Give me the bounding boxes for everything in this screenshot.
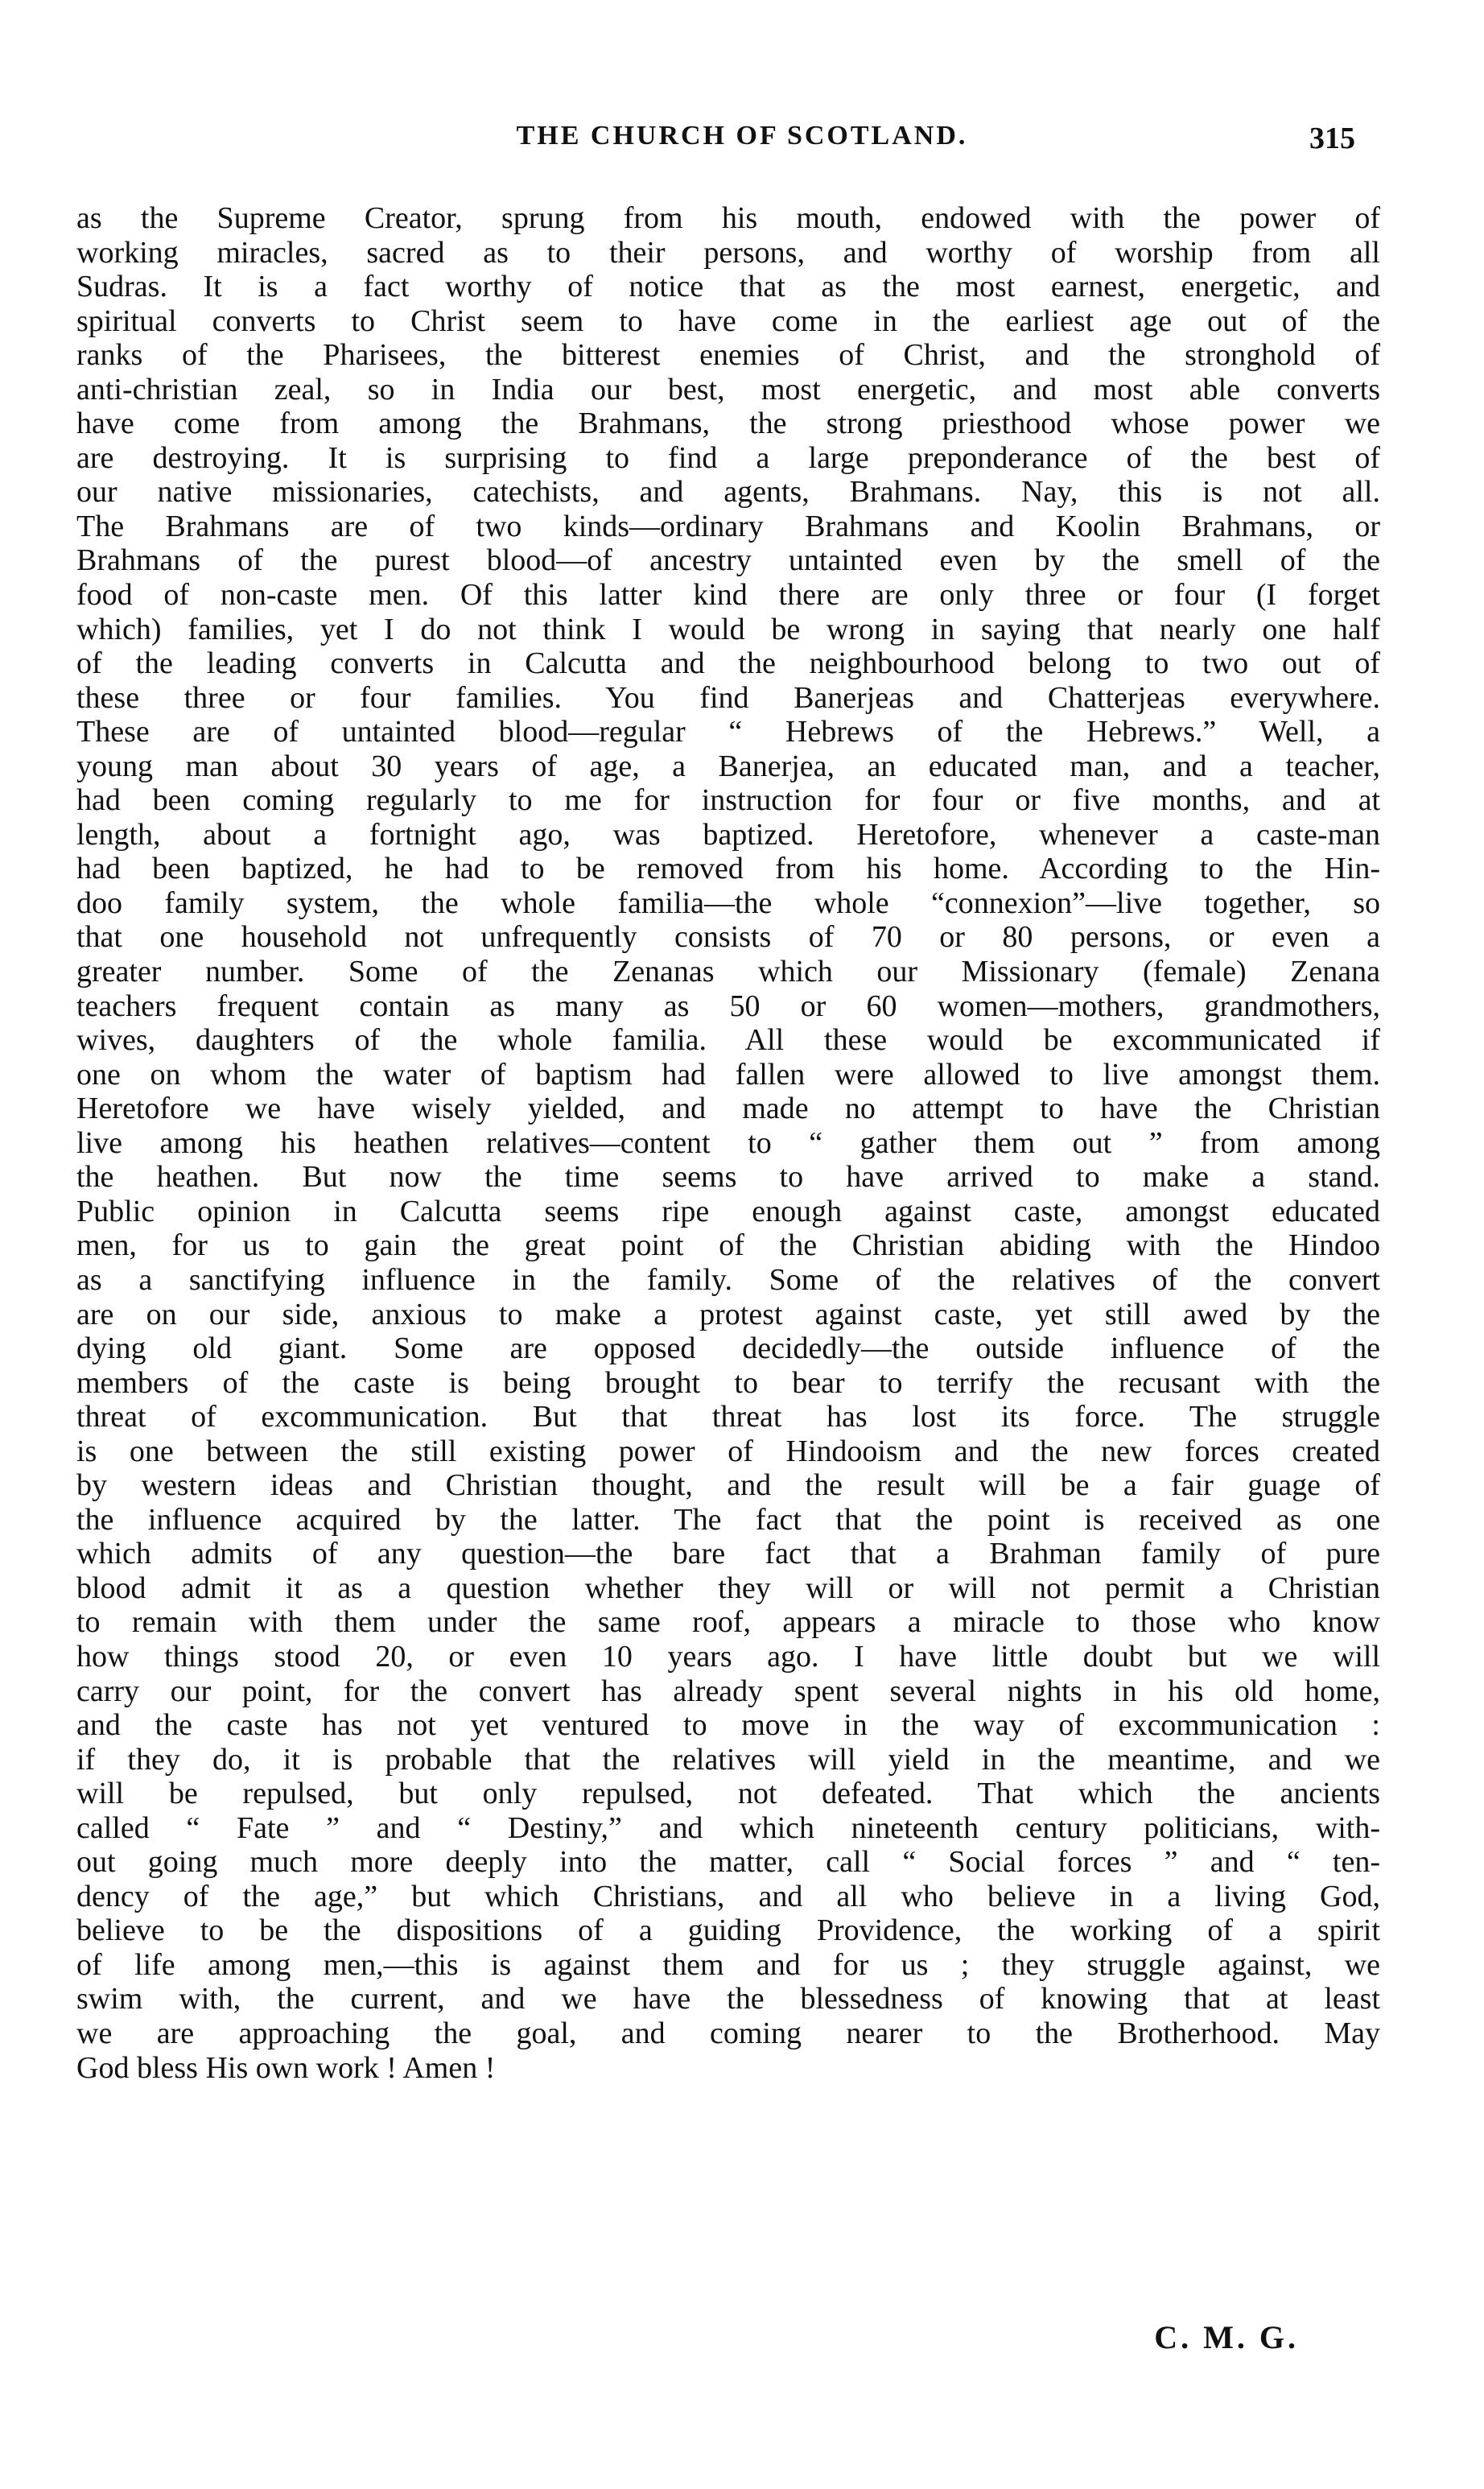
text-line: is one between the still existing power of Hindooism and the new forces created — [76, 1434, 1380, 1468]
body-text — [76, 201, 1380, 2085]
text-line: as the Supreme Creator, sprung from his mouth, endowed with the power of — [76, 201, 1380, 235]
text-line: which admits of any question—the bare fact that a Brahman family of pure — [76, 1537, 1380, 1571]
text-line: how things stood 20, or even 10 years ago. I have little doubt but we will — [76, 1639, 1380, 1674]
text-line: food of non-caste men. Of this latter kind there are only three or four (I forget — [76, 578, 1380, 613]
text-line: of life among men,—this is against them and for us ; they struggle against, we — [76, 1947, 1380, 1982]
text-line: we are approaching the goal, and coming nearer to the Brotherhood. May — [76, 2016, 1380, 2050]
text-line: live among his heathen relatives—content to “ gather them out ” from among — [76, 1125, 1380, 1160]
text-line: the influence acquired by the latter. The fact that the point is received as one — [76, 1502, 1380, 1537]
text-line: swim with, the current, and we have the blessedness of knowing that at least — [76, 1982, 1380, 2016]
text-line: had been coming regularly to me for instruction for four or five months, and at — [76, 783, 1380, 818]
text-line: doo family system, the whole familia—the whole “connexion”—live together, so — [76, 885, 1380, 920]
text-line: carry our point, for the convert has already spent several nights in his old home, — [76, 1674, 1380, 1708]
text-line: by western ideas and Christian thought, and the result will be a fair guage of — [76, 1468, 1380, 1503]
running-title: THE CHURCH OF SCOTLAND. — [516, 121, 968, 151]
text-line: God bless His own work ! Amen ! — [76, 2050, 496, 2085]
text-line: our native missionaries, catechists, and agents, Brahmans. Nay, this is not all. — [76, 475, 1380, 510]
text-line: Public opinion in Calcutta seems ripe enough against caste, amongst educated — [76, 1194, 1380, 1228]
text-line: as a sanctifying influence in the family. Some of the relatives of the convert — [76, 1262, 1380, 1297]
text-line: blood admit it as a question whether they will or will not permit a Christian — [76, 1571, 1380, 1605]
text-line: men, for us to gain the great point of the Christian abiding with the Hindoo — [76, 1228, 1380, 1263]
text-line: wives, daughters of the whole familia. All these would be excommunicated if — [76, 1023, 1380, 1058]
text-line: spiritual converts to Christ seem to have come in the earliest age out of the — [76, 303, 1380, 338]
text-line: working miracles, sacred as to their persons, and worthy of worship from all — [76, 235, 1380, 270]
text-line: are destroying. It is surprising to find a large preponderance of the best of — [76, 440, 1380, 475]
text-line: greater number. Some of the Zenanas which our Missionary (female) Zenana — [76, 955, 1380, 989]
text-line: Sudras. It is a fact worthy of notice that as the most earnest, energetic, and — [76, 270, 1380, 304]
text-line: will be repulsed, but only repulsed, not defeated. That which the ancients — [76, 1777, 1380, 1811]
text-line: of the leading converts in Calcutta and the neighbourhood belong to two out of — [76, 646, 1380, 681]
running-head — [32, 121, 1452, 169]
text-line: members of the caste is being brought to bear to terrify the recusant with the — [76, 1365, 1380, 1400]
text-line: these three or four families. You find Banerjeas and Chatterjeas everywhere. — [76, 680, 1380, 715]
text-line: are on our side, anxious to make a protest against caste, yet still awed by the — [76, 1297, 1380, 1331]
text-line: that one household not unfrequently consists of 70 or 80 persons, or even a — [76, 920, 1380, 955]
text-line: These are of untainted blood—regular “ Hebrews of the Hebrews.” Well, a — [76, 715, 1380, 749]
page-number: 315 — [1309, 122, 1355, 155]
text-line: if they do, it is probable that the relatives will yield in the meantime, and we — [76, 1742, 1380, 1777]
text-line: teachers frequent contain as many as 50 or 60 women—mothers, grandmothers, — [76, 989, 1380, 1023]
text-line: threat of excommunication. But that threat has lost its force. The struggle — [76, 1400, 1380, 1434]
text-line: young man about 30 years of age, a Banerjea, an educated man, and a teacher, — [76, 749, 1380, 783]
text-line: the heathen. But now the time seems to have arrived to make a stand. — [76, 1160, 1380, 1195]
text-line: and the caste has not yet ventured to move in the way of excommunication : — [76, 1708, 1380, 1743]
text-line: length, about a fortnight ago, was baptized. Heretofore, whenever a caste-man — [76, 817, 1380, 852]
text-line: one on whom the water of baptism had fallen were allowed to live amongst them. — [76, 1057, 1380, 1092]
signature: C. M. G. — [1154, 2319, 1299, 2355]
text-line: have come from among the Brahmans, the strong priesthood whose power we — [76, 407, 1380, 441]
text-line: anti-christian zeal, so in India our best, most energetic, and most able converts — [76, 372, 1380, 407]
text-line: called “ Fate ” and “ Destiny,” and which nineteenth century politicians, with- — [76, 1810, 1380, 1845]
text-line: dying old giant. Some are opposed decidedly—the outside influence of the — [76, 1331, 1380, 1366]
text-line: which) families, yet I do not think I would be wrong in saying that nearly one half — [76, 612, 1380, 646]
text-line: The Brahmans are of two kinds—ordinary Brahmans and Koolin Brahmans, or — [76, 509, 1380, 543]
text-line: believe to be the dispositions of a guiding Providence, the working of a spirit — [76, 1913, 1380, 1948]
text-line: Heretofore we have wisely yielded, and made no attempt to have the Christian — [76, 1092, 1380, 1126]
text-line: Brahmans of the purest blood—of ancestry untainted even by the smell of the — [76, 543, 1380, 578]
text-line: ranks of the Pharisees, the bitterest enemies of Christ, and the stronghold of — [76, 338, 1380, 373]
text-line: had been baptized, he had to be removed from his home. According to the Hin- — [76, 852, 1380, 886]
text-line: to remain with them under the same roof, appears a miracle to those who know — [76, 1605, 1380, 1640]
text-line: out going much more deeply into the matter, call “ Social forces ” and “ ten- — [76, 1845, 1380, 1880]
text-line: dency of the age,” but which Christians, and all who believe in a living God, — [76, 1879, 1380, 1913]
